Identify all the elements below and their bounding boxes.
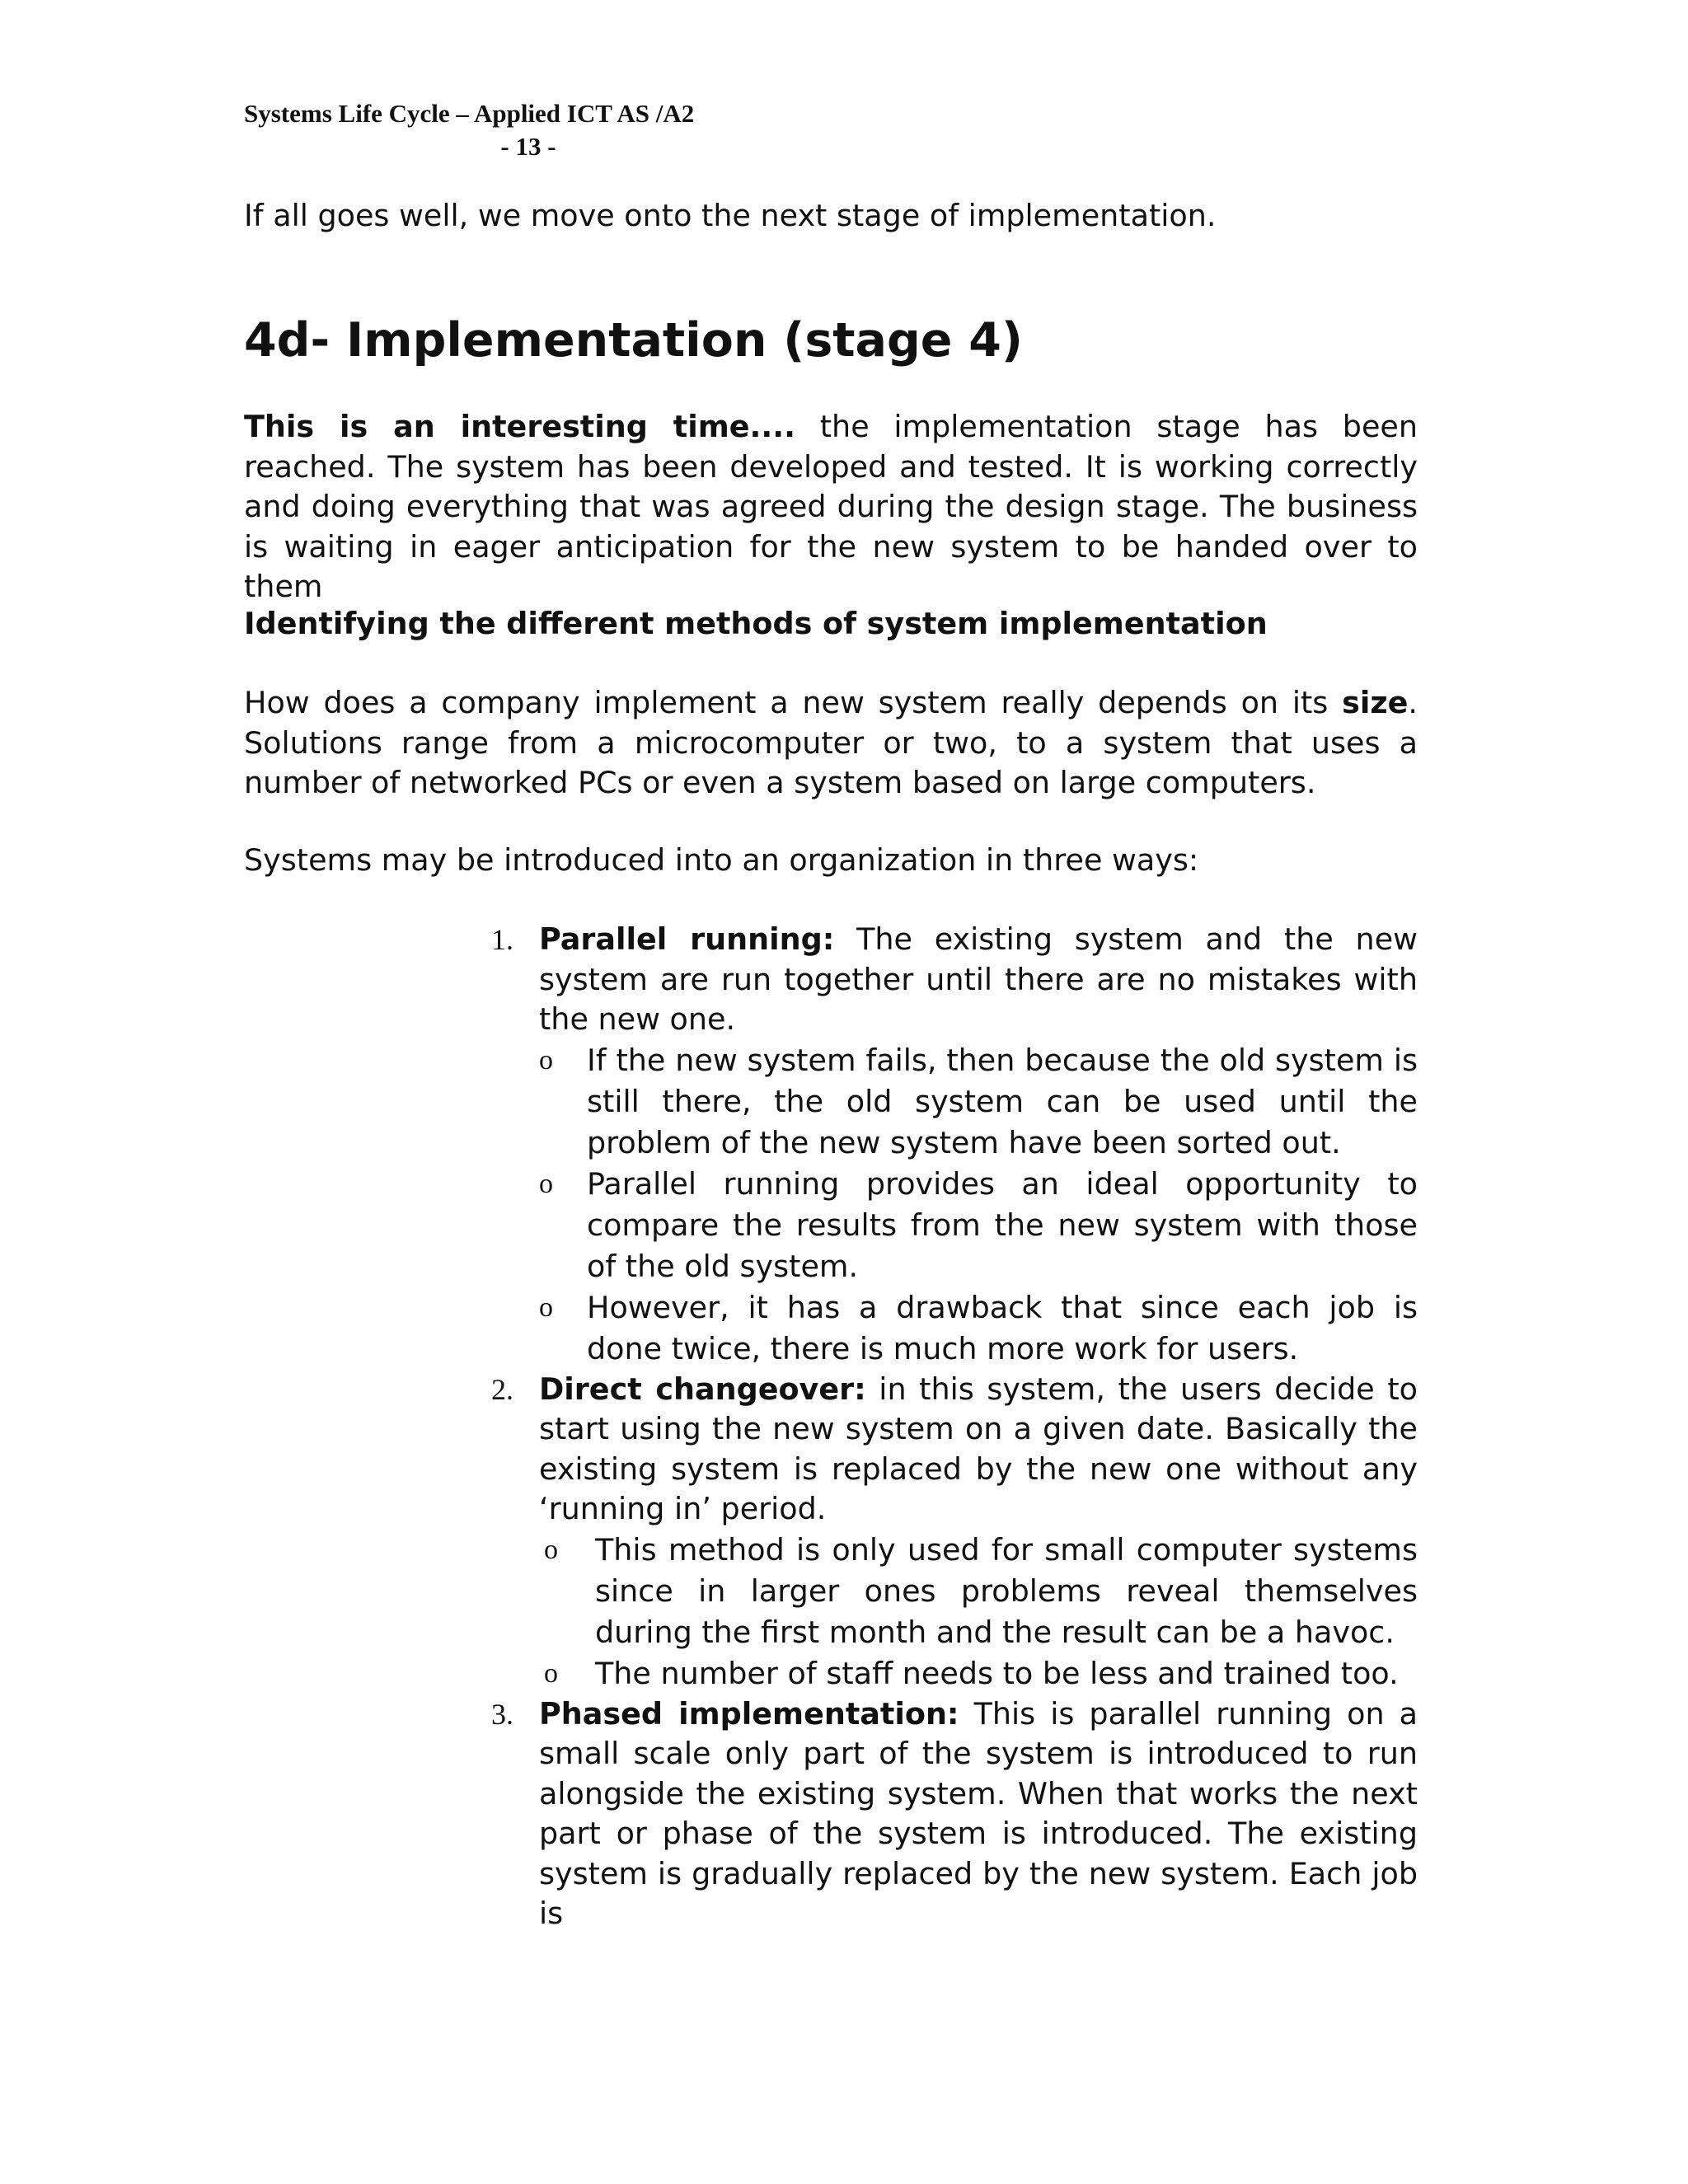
method-number: 2. [491,1372,513,1406]
paragraph-interesting-time [244,407,1418,607]
method-item-direct-changeover [491,1370,1418,1694]
method-point [539,1287,1418,1370]
method-point [539,1040,1418,1164]
subheading-methods: Identifying the different methods of system implementation [244,606,1268,641]
method-point-text: Parallel running provides an ideal opportunity to compare the results from the new system with those of the old system. [587,1165,1418,1284]
paragraph-company-size [244,683,1418,804]
method-item-phased-implementation [491,1694,1418,1934]
circle-bullet-icon: o [544,1657,558,1689]
paragraph-three-ways: Systems may be introduced into an organization in three ways: [244,842,1199,878]
method-point [539,1653,1418,1694]
method-description: This is parallel running on a small scale only part of the system is introduced to run alongside the existing system. When that works the next part or phase of the system is introduced. The existing system is gradually replaced by the new system. Each job is [539,1695,1418,1931]
method-point-text: If the new system fails, then because the old system is still there, the old system can be used until the problem of the new system have been sorted out. [587,1042,1418,1160]
method-point-text: This method is only used for small computer systems since in larger ones problems reveal themselves during the first month and the result can be a havoc. [595,1531,1418,1650]
method-description: in this system, the users decide to start using the new system on a given date. Basically the existing system is replaced by the new one without any ‘running in’ period. [539,1371,1418,1526]
circle-bullet-icon: o [539,1291,553,1323]
page-number: - 13 - [500,132,556,161]
implementation-methods-list [491,920,1418,1934]
paragraph-text-before: How does a company implement a new system really depends on its [244,685,1343,720]
intro-line: If all goes well, we move onto the next stage of implementation. [244,198,1217,233]
method-point [539,1530,1418,1653]
method-label: Phased implementation: [539,1695,959,1732]
method-point-text: The number of staff needs to be less and trained too. [595,1655,1399,1691]
method-points-list [539,1040,1418,1370]
paragraph-text: the implementation stage has been reached. The system has been developed and tested. It is working correctly and doing everything that was agreed during the design stage. The business is waiting in eager anticipation for the new system to be handed over to them [244,409,1418,604]
method-number: 3. [491,1697,513,1731]
method-number: 1. [491,923,513,956]
paragraph-lead: This is an interesting time.... [244,409,795,444]
header-title: Systems Life Cycle – Applied ICT AS /A2 [244,99,695,128]
method-item-parallel-running [491,920,1418,1370]
circle-bullet-icon: o [539,1168,553,1199]
section-heading: 4d- Implementation (stage 4) [244,313,1023,368]
method-label: Parallel running: [539,921,835,957]
circle-bullet-icon: o [539,1044,553,1076]
method-description: The existing system and the new system are run together until there are no mistakes with the new one. [539,921,1418,1037]
paragraph-text-after: . Solutions range from a microcomputer or two, to a system that uses a number of networked PCs or even a system based on large computers. [244,685,1418,800]
running-header [244,97,738,163]
paragraph-emphasis-size: size [1342,685,1409,720]
method-point-text: However, it has a drawback that since each job is done twice, there is much more work for users. [587,1289,1418,1366]
circle-bullet-icon: o [544,1534,558,1565]
method-points-list [539,1530,1418,1694]
method-point [539,1164,1418,1287]
method-label: Direct changeover: [539,1371,866,1407]
